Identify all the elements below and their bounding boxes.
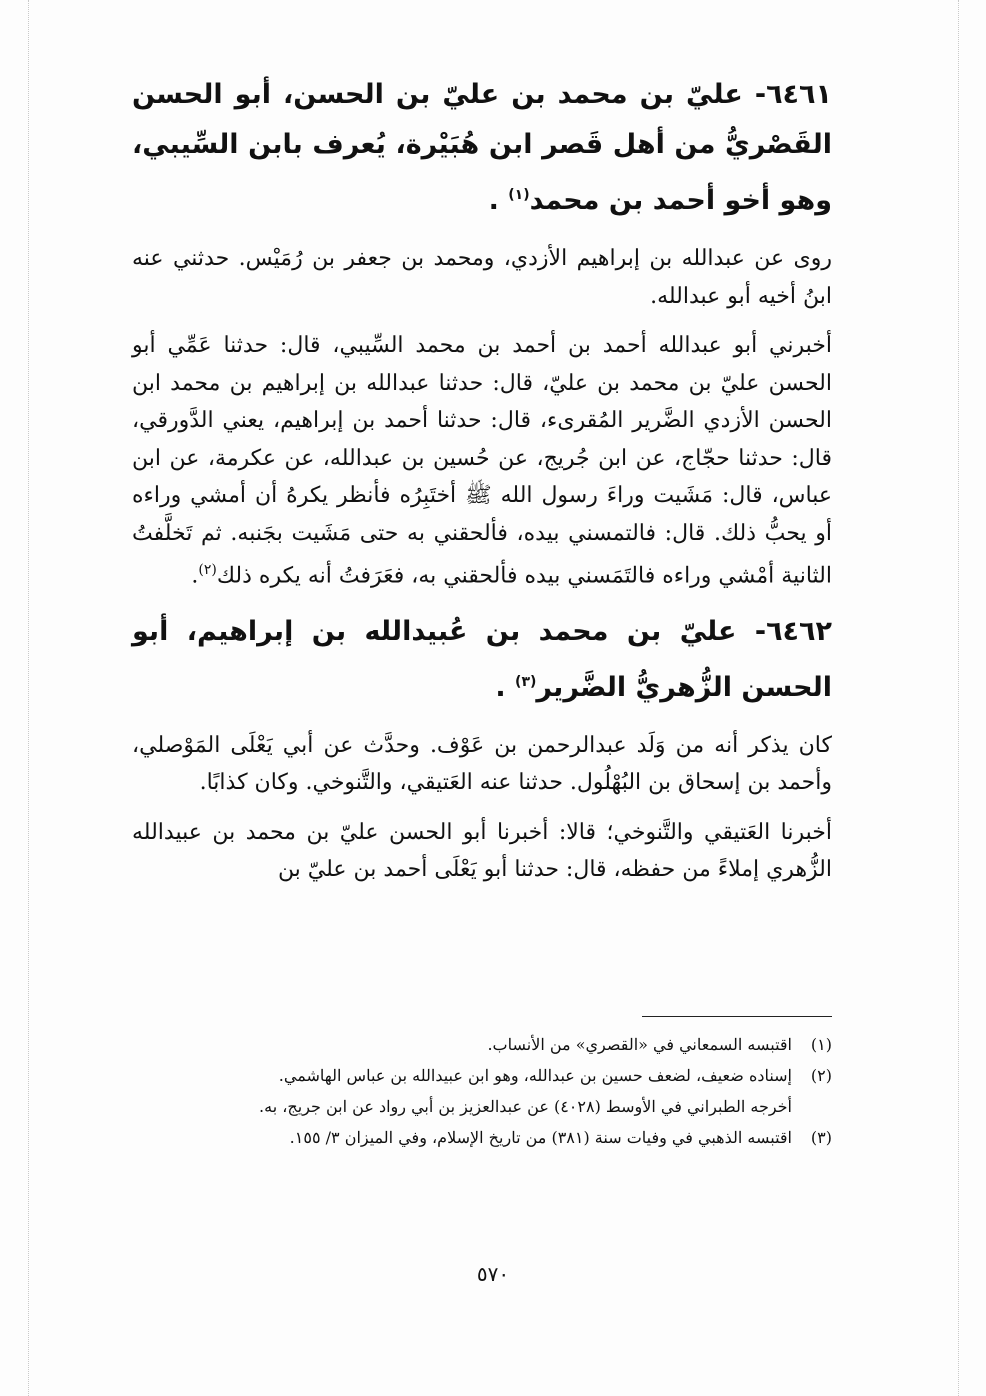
footnote-rule (642, 1016, 832, 1017)
footnote-ref-1: (١) (508, 187, 530, 203)
footnote-2: (٢)إسناده ضعيف، لضعف حسين بن عبدالله، وهو ابن عبيدالله بن عباس الهاشمي. (278, 1066, 832, 1085)
page-number: ٥٧٠ (476, 1262, 510, 1286)
paragraph: كان يذكر أنه من وَلَد عبدالرحمن بن عَوْف. وحدَّث عن أبي يَعْلَى المَوْصلي، وأحمد بن إسحاق بن البُهْلُول. حدثنا عنه العَتيقي، والتَّنوخي. وكان كذابًا. (132, 732, 832, 796)
footnote-1: (١)اقتبسه السمعاني في «القصري» من الأنساب. (487, 1035, 832, 1054)
paragraph-hadith: أخبرني أبو عبدالله أحمد بن أحمد بن محمد السِّيبي، قال: حدثنا عَمِّي أبو الحسن عليّ بن محمد بن عليّ، قال: حدثنا عبدالله بن إبراهيم بن محمد ابن الحسن الأزدي الضَّرير المُقرىء، قال: حدثنا أحمد بن إبراهيم، يعني الدَّورقي، قال: حدثنا حجّاج، عن ابن جُريج، عن حُسين بن عبدالله، عن عكرمة، عن ابن عباس، قال: مَشَيت وراءَ رسول الله ﷺ أختَبِرُه فأنظر يكرهُ أن أمشي وراءه أو يحبُّ ذلك. قال: فالتمسني بيده، فألحقني به حتى مَشَيت بجَنبه. ثم تَخلَّفتُ الثانية أمْشي وراءه فالتَمَسني بيده فألحقني به، فعَرَفتُ أنه يكره ذلك$^{(٢)}$. (132, 333, 832, 589)
scan-edge-left (28, 0, 29, 1396)
footnote-2-continued: أخرجه الطبراني في الأوسط (٤٠٢٨) عن عبدالعزيز بن أبي رواد عن ابن جريج، به. (259, 1097, 792, 1116)
entry-heading-6461: ٦٤٦١- عليّ بن محمد بن عليّ بن الحسن، أبو الحسن القَصْريُّ من أهل قَصر ابن هُبَيْرة، يُعرف بابن السِّيبي، وهو أخو أحمد بن محمد$^{(١)}$ . (132, 79, 832, 216)
paragraph: أخبرنا العَتيقي والتَّنوخي؛ قالا: أخبرنا أبو الحسن عليّ بن محمد بن عبيدالله الزُّهري إملاءً من حفظه، قال: حدثنا أبو يَعْلَى أحمد بن عليّ بن (132, 819, 832, 883)
footnotes (132, 1016, 832, 1155)
footnote-3: (٣)اقتبسه الذهبي في وفيات سنة (٣٨١) من تاريخ الإسلام، وفي الميزان ٣/ ١٥٥. (289, 1128, 832, 1147)
paragraph: روى عن عبدالله بن إبراهيم الأزدي، ومحمد بن جعفر بن رُمَيْس. حدثني عنه ابنُ أخيه أبو عبدالله. (132, 246, 832, 309)
footnote-ref-3: (٣) (515, 673, 537, 690)
main-text (132, 70, 832, 901)
scan-edge-right (958, 0, 959, 1396)
entry-heading-6462: ٦٤٦٢- عليّ بن محمد بن عُبيدالله بن إبراهيم، أبو الحسن الزُّهريُّ الضَّرير$^{(٣)}$ . (132, 615, 832, 703)
footnote-ref-2: (٢) (198, 562, 217, 578)
